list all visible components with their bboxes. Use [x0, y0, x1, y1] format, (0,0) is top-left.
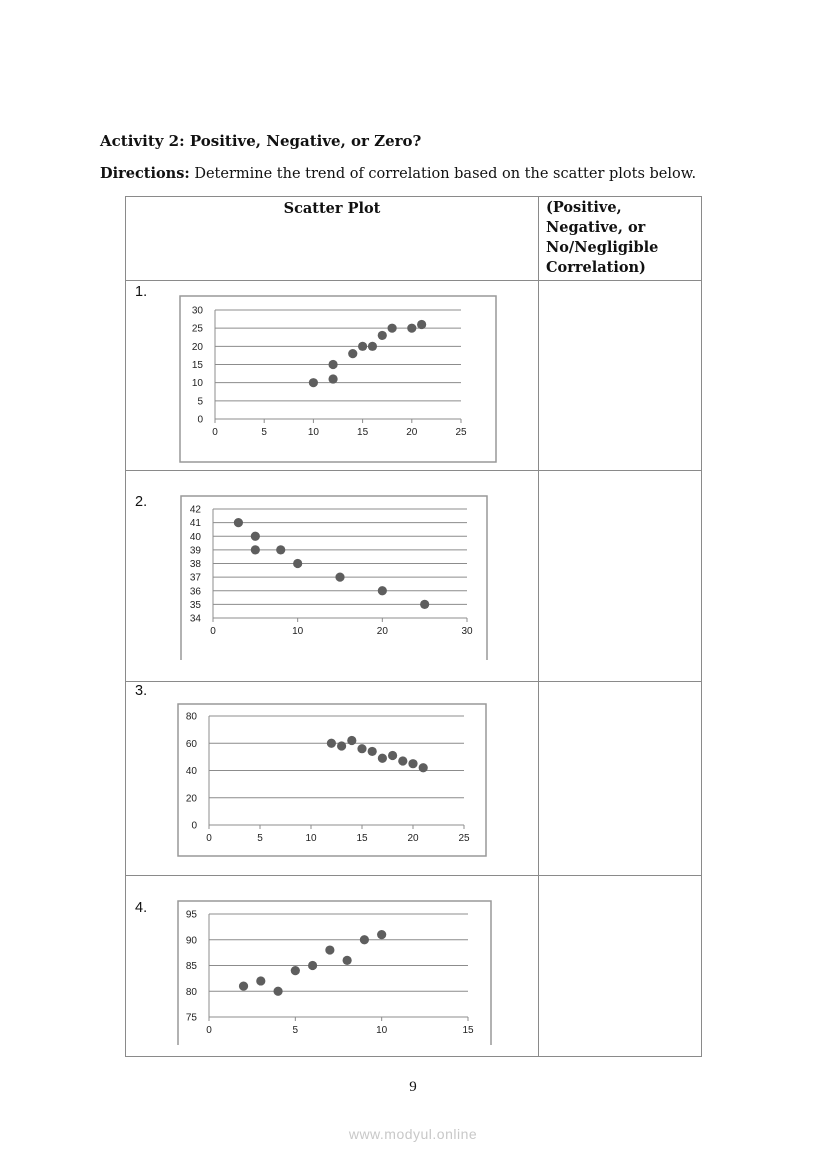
- data-point: [347, 736, 356, 745]
- y-tick-label: 20: [191, 341, 203, 353]
- x-tick-label: 20: [406, 427, 418, 438]
- activity-title: Activity 2: Positive, Negative, or Zero?: [100, 132, 422, 150]
- data-point: [420, 600, 429, 609]
- y-tick-label: 30: [191, 305, 203, 317]
- y-tick-label: 41: [189, 518, 201, 530]
- y-tick-label: 35: [189, 599, 201, 611]
- data-point: [419, 763, 428, 772]
- item-row-2: [126, 471, 702, 682]
- data-point: [309, 378, 318, 387]
- header-scatter-plot: Scatter Plot: [126, 197, 539, 281]
- y-tick-label: 10: [191, 378, 203, 390]
- data-point: [378, 754, 387, 763]
- x-tick-label: 10: [292, 626, 304, 637]
- x-tick-label: 5: [292, 1025, 299, 1036]
- scatter-plot-4: [177, 900, 492, 1046]
- y-tick-label: 75: [185, 1012, 197, 1024]
- header-line: No/Negligible: [546, 239, 659, 256]
- data-point: [408, 759, 417, 768]
- plot-cell-3: [126, 682, 539, 876]
- scatter-plot-3: [177, 703, 487, 857]
- item-row-4: [126, 876, 702, 1057]
- item-number: 1.: [135, 284, 148, 300]
- x-tick-label: 15: [356, 833, 368, 844]
- item-row-3: [126, 682, 702, 876]
- page-number: 9: [409, 1079, 417, 1095]
- chart-frame: [180, 296, 496, 462]
- x-tick-label: 0: [206, 1025, 212, 1036]
- x-tick-label: 30: [461, 626, 473, 637]
- data-point: [327, 739, 336, 748]
- x-tick-label: 25: [455, 427, 467, 438]
- data-point: [273, 987, 282, 996]
- x-tick-label: 0: [212, 427, 218, 438]
- data-point: [348, 349, 357, 358]
- plot-cell-4: [126, 876, 539, 1057]
- data-point: [398, 756, 407, 765]
- x-tick-label: 25: [458, 833, 470, 844]
- x-tick-label: 10: [307, 427, 319, 438]
- y-tick-label: 40: [189, 531, 201, 543]
- y-tick-label: 80: [185, 986, 197, 998]
- y-tick-label: 20: [185, 793, 197, 805]
- data-point: [343, 956, 352, 965]
- data-point: [256, 976, 265, 985]
- x-tick-label: 5: [261, 427, 267, 438]
- header-row: [126, 197, 702, 281]
- data-point: [337, 741, 346, 750]
- y-tick-label: 36: [189, 586, 201, 598]
- x-tick-label: 20: [407, 833, 419, 844]
- answer-cell-3[interactable]: [539, 682, 702, 876]
- x-tick-label: 5: [257, 833, 263, 844]
- directions-label: Directions:: [100, 165, 190, 182]
- scatter-plot-1: [179, 295, 497, 463]
- y-tick-label: 95: [185, 909, 197, 921]
- data-point: [335, 573, 344, 582]
- data-point: [378, 331, 387, 340]
- answer-cell-2[interactable]: [539, 471, 702, 682]
- item-number: 3.: [135, 683, 148, 699]
- x-tick-label: 0: [206, 833, 212, 844]
- header-line: Correlation): [546, 259, 646, 276]
- header-line: (Positive,: [546, 199, 622, 216]
- data-point: [328, 360, 337, 369]
- y-tick-label: 40: [185, 766, 197, 777]
- data-point: [239, 982, 248, 991]
- x-tick-label: 15: [357, 427, 369, 438]
- answer-cell-1[interactable]: [539, 281, 702, 471]
- watermark: www.modyul.online: [348, 1126, 478, 1142]
- data-point: [293, 559, 302, 568]
- data-point: [328, 374, 337, 383]
- data-point: [407, 324, 416, 333]
- x-tick-label: 0: [210, 626, 216, 637]
- y-tick-label: 39: [189, 545, 201, 557]
- header-line: Negative, or: [546, 219, 646, 236]
- data-point: [388, 324, 397, 333]
- data-point: [417, 320, 426, 329]
- y-tick-label: 42: [189, 504, 201, 516]
- y-tick-label: 25: [191, 323, 203, 335]
- worksheet-table: [125, 196, 702, 1057]
- y-tick-label: 85: [185, 961, 197, 972]
- data-point: [388, 751, 397, 760]
- data-point: [276, 545, 285, 554]
- data-point: [251, 532, 260, 541]
- y-tick-label: 80: [185, 711, 197, 723]
- item-number: 2.: [135, 494, 148, 510]
- plot-cell-1: [126, 281, 539, 471]
- chart-frame: [181, 496, 487, 660]
- data-point: [368, 747, 377, 756]
- data-point: [378, 586, 387, 595]
- y-tick-label: 90: [185, 935, 197, 947]
- x-tick-label: 20: [376, 626, 388, 637]
- data-point: [251, 545, 260, 554]
- directions-text: Determine the trend of correlation based on the scatter plots below.: [189, 166, 697, 182]
- data-point: [308, 961, 317, 970]
- y-tick-label: 60: [185, 738, 197, 750]
- data-point: [360, 935, 369, 944]
- chart-frame: [178, 704, 486, 856]
- data-point: [357, 744, 366, 753]
- chart-frame: [178, 901, 491, 1045]
- data-point: [368, 342, 377, 351]
- y-tick-label: 34: [189, 613, 201, 625]
- scatter-plot-2: [180, 495, 488, 661]
- y-tick-label: 0: [197, 414, 203, 426]
- item-number: 4.: [135, 900, 148, 916]
- directions: [100, 165, 696, 182]
- data-point: [234, 518, 243, 527]
- y-tick-label: 37: [189, 572, 201, 584]
- plot-cell-2: [126, 471, 539, 682]
- x-tick-label: 10: [376, 1025, 388, 1036]
- answer-cell-4[interactable]: [539, 876, 702, 1057]
- y-tick-label: 38: [189, 559, 201, 570]
- x-tick-label: 15: [462, 1025, 474, 1036]
- data-point: [325, 945, 334, 954]
- data-point: [358, 342, 367, 351]
- x-tick-label: 10: [305, 833, 317, 844]
- item-row-1: [126, 281, 702, 471]
- y-tick-label: 0: [191, 820, 197, 832]
- header-correlation: [539, 197, 702, 281]
- data-point: [377, 930, 386, 939]
- y-tick-label: 5: [197, 396, 203, 408]
- data-point: [291, 966, 300, 975]
- y-tick-label: 15: [191, 360, 203, 371]
